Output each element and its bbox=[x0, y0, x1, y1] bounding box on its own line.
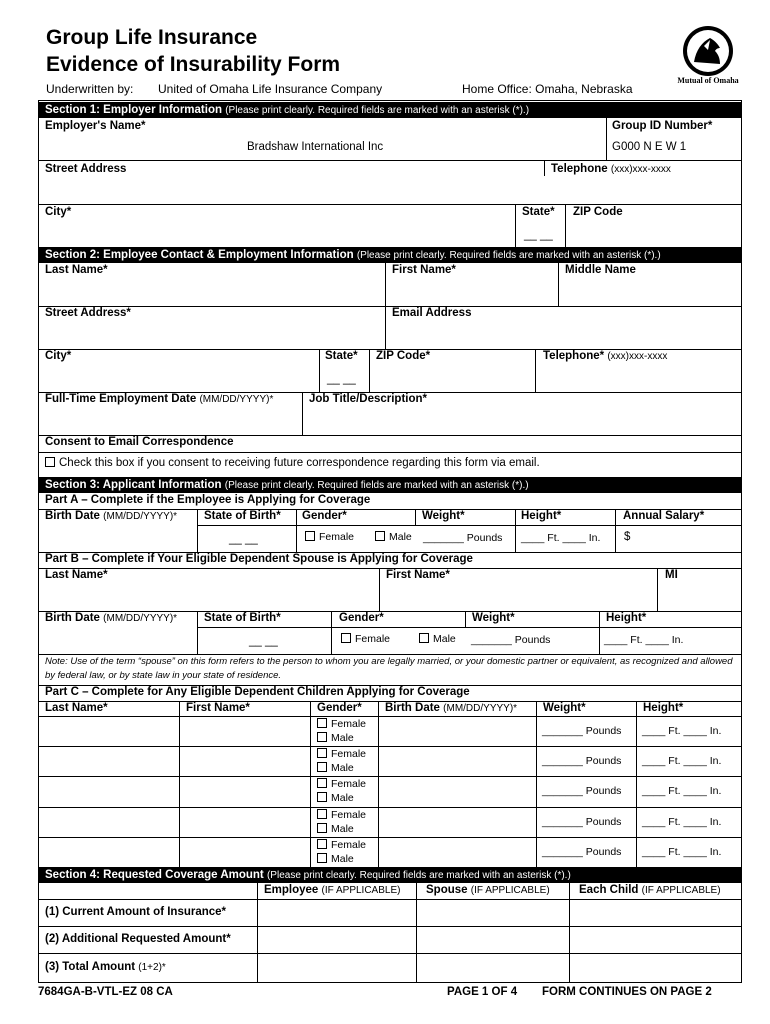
child-gender-options[interactable]: Female Male bbox=[317, 838, 366, 866]
group-id-field[interactable]: G000 N E W 1 bbox=[612, 141, 687, 153]
section1-title: Section 1: Employer Information bbox=[45, 104, 222, 116]
home-office: Home Office: Omaha, Nebraska bbox=[462, 82, 633, 96]
section2-header bbox=[39, 247, 741, 263]
male-checkbox[interactable] bbox=[419, 633, 429, 643]
child-height-field[interactable]: ____ Ft. ____ In. bbox=[642, 816, 722, 828]
employee-zip-label: ZIP Code* bbox=[376, 350, 431, 362]
employee-gender-label: Gender* bbox=[302, 510, 347, 522]
group-id-label: Group ID Number* bbox=[612, 120, 713, 132]
child-last-name-label: Last Name* bbox=[45, 702, 108, 714]
spouse-weight-field[interactable]: _______ Pounds bbox=[471, 634, 551, 646]
child-weight-label: Weight* bbox=[543, 702, 586, 714]
section2-note: (Please print clearly. Required fields are marked with an asterisk (*).) bbox=[356, 250, 661, 261]
spouse-last-name-label: Last Name* bbox=[45, 569, 108, 581]
form-continues: FORM CONTINUES ON PAGE 2 bbox=[542, 986, 712, 998]
section1-note: (Please print clearly. Required fields are marked with an asterisk (*).) bbox=[225, 105, 530, 116]
employee-middle-name-label: Middle Name bbox=[565, 264, 636, 276]
employee-city-label: City* bbox=[45, 350, 72, 362]
annual-salary-label: Annual Salary* bbox=[623, 510, 705, 522]
employee-state-label: State* bbox=[325, 350, 358, 362]
child-weight-field[interactable]: _______ Pounds bbox=[542, 785, 622, 797]
employee-birth-date-label: Birth Date (MM/DD/YYYY)* bbox=[45, 510, 178, 522]
section3-title: Section 3: Applicant Information bbox=[45, 479, 222, 491]
child-gender-options[interactable]: Female Male bbox=[317, 808, 366, 836]
underwritten-label: Underwritten by: bbox=[46, 82, 134, 96]
current-amount-label: (1) Current Amount of Insurance* bbox=[45, 906, 227, 918]
spouse-note: Note: Use of the term “spouse” on this form refers to the person to whom you are legally married, or your domestic partner or equivalent, as recognized and allowed by federal law, or by state law in your state of residence. bbox=[45, 656, 733, 681]
employee-last-name-label: Last Name* bbox=[45, 264, 108, 276]
consent-row bbox=[45, 457, 540, 469]
logo-text: Mutual of Omaha bbox=[677, 76, 739, 85]
employee-gender-male[interactable]: Male bbox=[375, 531, 412, 543]
section4-title: Section 4: Requested Coverage Amount bbox=[45, 869, 264, 881]
coverage-child-col: Each Child (IF APPLICABLE) bbox=[579, 884, 721, 896]
spouse-first-name-label: First Name* bbox=[386, 569, 450, 581]
consent-label: Consent to Email Correspondence bbox=[45, 436, 234, 448]
section4-note: (Please print clearly. Required fields are marked with an asterisk (*).) bbox=[266, 870, 571, 881]
employee-state-of-birth-label: State of Birth* bbox=[204, 510, 281, 522]
employee-height-field[interactable]: ____ Ft. ____ In. bbox=[521, 532, 601, 544]
city-label: City* bbox=[45, 206, 72, 218]
employee-street-label: Street Address* bbox=[45, 307, 131, 319]
child-gender-options[interactable]: Female Male bbox=[317, 747, 366, 775]
section3-header bbox=[39, 477, 741, 493]
section1-header bbox=[39, 102, 741, 118]
employment-date-label: Full-Time Employment Date (MM/DD/YYYY)* bbox=[45, 393, 274, 405]
section2-title: Section 2: Employee Contact & Employment Information bbox=[45, 249, 354, 261]
spouse-state-of-birth-label: State of Birth* bbox=[204, 612, 281, 624]
child-height-field[interactable]: ____ Ft. ____ In. bbox=[642, 846, 722, 858]
employee-weight-field[interactable]: _______ Pounds bbox=[423, 532, 503, 544]
section3-note: (Please print clearly. Required fields are marked with an asterisk (*).) bbox=[224, 480, 529, 491]
form-code: 7684GA-B-VTL-EZ 08 CA bbox=[38, 986, 173, 998]
child-gender-options[interactable]: Female Male bbox=[317, 717, 366, 745]
male-checkbox[interactable] bbox=[317, 732, 327, 742]
employee-gender-female[interactable]: Female bbox=[305, 531, 354, 543]
consent-text: Check this box if you consent to receiving future correspondence regarding this form via email. bbox=[59, 457, 540, 469]
zip-label: ZIP Code bbox=[573, 206, 623, 218]
title-line-2: Evidence of Insurability Form bbox=[46, 53, 341, 76]
spouse-height-field[interactable]: ____ Ft. ____ In. bbox=[604, 634, 684, 646]
child-height-label: Height* bbox=[643, 702, 684, 714]
job-title-label: Job Title/Description* bbox=[309, 393, 428, 405]
title-line-1: Group Life Insurance bbox=[46, 26, 258, 49]
employee-state-field[interactable]: __ __ bbox=[327, 373, 356, 385]
child-weight-field[interactable]: _______ Pounds bbox=[542, 755, 622, 767]
female-checkbox[interactable] bbox=[317, 748, 327, 758]
male-checkbox[interactable] bbox=[317, 823, 327, 833]
female-checkbox[interactable] bbox=[317, 718, 327, 728]
female-checkbox[interactable] bbox=[317, 778, 327, 788]
employee-state-of-birth-field[interactable]: __ __ bbox=[229, 533, 258, 545]
annual-salary-field[interactable]: $ bbox=[624, 531, 631, 543]
child-gender-label: Gender* bbox=[317, 702, 362, 714]
employer-name-field[interactable]: Bradshaw International Inc bbox=[247, 141, 384, 153]
telephone-label: Telephone (xxx)xxx-xxxx bbox=[551, 163, 671, 175]
part-a-heading: Part A – Complete if the Employee is Applying for Coverage bbox=[45, 494, 371, 506]
total-amount-label: (3) Total Amount (1+2)* bbox=[45, 961, 166, 973]
spouse-weight-label: Weight* bbox=[472, 612, 515, 624]
state-field[interactable]: __ __ bbox=[524, 229, 553, 241]
consent-checkbox[interactable] bbox=[45, 457, 55, 467]
child-gender-options[interactable]: Female Male bbox=[317, 777, 366, 805]
child-first-name-label: First Name* bbox=[186, 702, 250, 714]
child-weight-field[interactable]: _______ Pounds bbox=[542, 725, 622, 737]
page-number: PAGE 1 OF 4 bbox=[447, 986, 518, 998]
child-weight-field[interactable]: _______ Pounds bbox=[542, 846, 622, 858]
male-checkbox[interactable] bbox=[317, 792, 327, 802]
state-label: State* bbox=[522, 206, 555, 218]
form-title bbox=[46, 24, 340, 78]
child-height-field[interactable]: ____ Ft. ____ In. bbox=[642, 725, 722, 737]
child-height-field[interactable]: ____ Ft. ____ In. bbox=[642, 785, 722, 797]
spouse-mi-label: MI bbox=[665, 569, 678, 581]
female-checkbox[interactable] bbox=[317, 839, 327, 849]
employer-street-input[interactable] bbox=[45, 181, 735, 203]
male-checkbox[interactable] bbox=[317, 853, 327, 863]
section4-header bbox=[39, 867, 741, 883]
street-address-label: Street Address bbox=[45, 163, 127, 175]
part-c-heading: Part C – Complete for Any Eligible Dependent Children Applying for Coverage bbox=[45, 686, 470, 698]
child-height-field[interactable]: ____ Ft. ____ In. bbox=[642, 755, 722, 767]
spouse-gender-female[interactable]: Female bbox=[341, 633, 390, 645]
spouse-state-of-birth-field[interactable]: __ __ bbox=[249, 635, 278, 647]
female-checkbox[interactable] bbox=[305, 531, 315, 541]
male-checkbox[interactable] bbox=[375, 531, 385, 541]
spouse-gender-label: Gender* bbox=[339, 612, 384, 624]
employee-first-name-label: First Name* bbox=[392, 264, 456, 276]
company-name: United of Omaha Life Insurance Company bbox=[158, 82, 383, 96]
spouse-birth-date-label: Birth Date (MM/DD/YYYY)* bbox=[45, 612, 178, 624]
form-body bbox=[38, 100, 742, 983]
employee-height-label: Height* bbox=[521, 510, 562, 522]
male-checkbox[interactable] bbox=[317, 762, 327, 772]
employer-name-label: Employer's Name* bbox=[45, 120, 146, 132]
child-weight-field[interactable]: _______ Pounds bbox=[542, 816, 622, 828]
coverage-employee-col: Employee (IF APPLICABLE) bbox=[264, 884, 401, 896]
female-checkbox[interactable] bbox=[317, 809, 327, 819]
email-label: Email Address bbox=[392, 307, 472, 319]
coverage-spouse-col: Spouse (IF APPLICABLE) bbox=[426, 884, 550, 896]
spouse-height-label: Height* bbox=[606, 612, 647, 624]
employee-telephone-label: Telephone* (xxx)xxx-xxxx bbox=[543, 350, 668, 362]
child-birth-date-label: Birth Date (MM/DD/YYYY)* bbox=[385, 702, 518, 714]
female-checkbox[interactable] bbox=[341, 633, 351, 643]
part-b-heading: Part B – Complete if Your Eligible Dependent Spouse is Applying for Coverage bbox=[45, 553, 473, 565]
employee-weight-label: Weight* bbox=[422, 510, 465, 522]
spouse-gender-male[interactable]: Male bbox=[419, 633, 456, 645]
additional-amount-label: (2) Additional Requested Amount* bbox=[45, 933, 231, 945]
